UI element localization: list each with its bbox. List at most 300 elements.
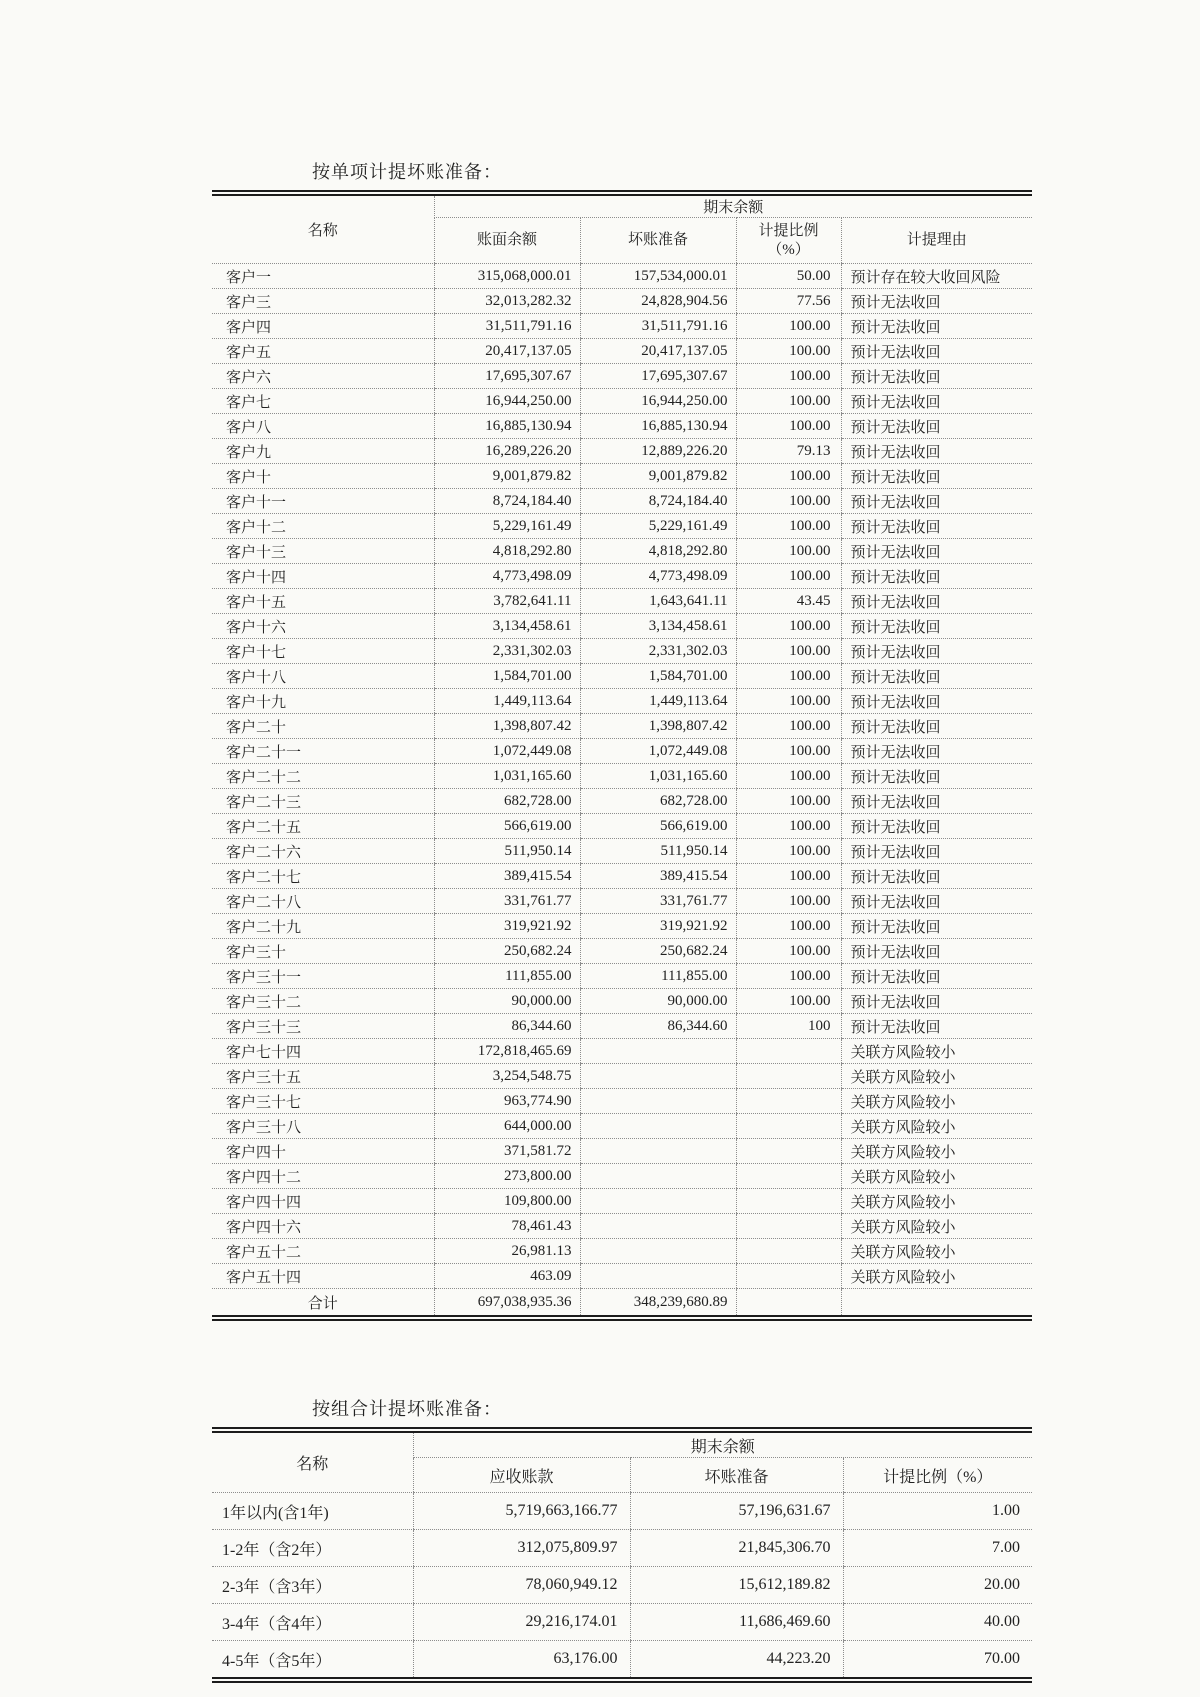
table-row (212, 1139, 1032, 1164)
provision-reason-cell: 关联方风险较小 (841, 1189, 1032, 1214)
bad-debt-provision-cell: 389,415.54 (580, 864, 736, 889)
customer-name-cell: 客户四十六 (212, 1214, 434, 1239)
bad-debt-provision-cell: 86,344.60 (580, 1014, 736, 1039)
book-balance-cell: 16,885,130.94 (434, 414, 580, 439)
provision-reason-cell: 预计无法收回 (841, 564, 1032, 589)
bad-debt-provision-cell: 5,229,161.49 (580, 514, 736, 539)
provision-ratio-cell: 70.00 (843, 1641, 1032, 1681)
book-balance-cell: 90,000.00 (434, 989, 580, 1014)
table-row (212, 1239, 1032, 1264)
provision-ratio-cell: 100.00 (736, 839, 841, 864)
bad-debt-provision-cell: 15,612,189.82 (630, 1567, 843, 1604)
header-book-balance: 账面余额 (434, 218, 580, 264)
provision-reason-cell: 预计无法收回 (841, 739, 1032, 764)
header-name: 名称 (212, 193, 434, 264)
provision-ratio-cell: 100.00 (736, 564, 841, 589)
book-balance-cell: 4,818,292.80 (434, 539, 580, 564)
bad-debt-provision-cell: 111,855.00 (580, 964, 736, 989)
customer-name-cell: 客户十 (212, 464, 434, 489)
book-balance-cell: 86,344.60 (434, 1014, 580, 1039)
customer-name-cell: 客户二十一 (212, 739, 434, 764)
book-balance-cell: 111,855.00 (434, 964, 580, 989)
table-row (212, 514, 1032, 539)
provision-reason-cell: 关联方风险较小 (841, 1264, 1032, 1289)
provision-reason-cell: 关联方风险较小 (841, 1214, 1032, 1239)
provision-ratio-cell: 100.00 (736, 939, 841, 964)
customer-name-cell: 客户二十八 (212, 889, 434, 914)
bad-debt-provision-cell: 44,223.20 (630, 1641, 843, 1681)
accounts-receivable-cell: 312,075,809.97 (413, 1530, 630, 1567)
book-balance-cell: 566,619.00 (434, 814, 580, 839)
provision-reason-cell: 关联方风险较小 (841, 1164, 1032, 1189)
customer-name-cell: 客户十八 (212, 664, 434, 689)
provision-reason-cell: 关联方风险较小 (841, 1114, 1032, 1139)
table-row (212, 714, 1032, 739)
customer-name-cell: 客户四十二 (212, 1164, 434, 1189)
provision-ratio-cell: 20.00 (843, 1567, 1032, 1604)
customer-name-cell: 客户二十九 (212, 914, 434, 939)
table-row (212, 1493, 1032, 1530)
provision-ratio-cell: 100.00 (736, 364, 841, 389)
book-balance-cell: 26,981.13 (434, 1239, 580, 1264)
provision-ratio-cell (736, 1139, 841, 1164)
provision-reason-cell: 预计无法收回 (841, 639, 1032, 664)
table-row (212, 814, 1032, 839)
table-row (212, 1604, 1032, 1641)
customer-name-cell: 客户五十四 (212, 1264, 434, 1289)
provision-ratio-cell: 100.00 (736, 514, 841, 539)
table-row (212, 1064, 1032, 1089)
header-accounts-receivable: 应收账款 (413, 1458, 630, 1493)
book-balance-cell: 1,072,449.08 (434, 739, 580, 764)
header-provision-ratio (736, 218, 841, 264)
customer-name-cell: 客户十二 (212, 514, 434, 539)
provision-reason-cell: 预计无法收回 (841, 839, 1032, 864)
table-row (212, 539, 1032, 564)
table-row (212, 614, 1032, 639)
bad-debt-provision-cell (580, 1089, 736, 1114)
customer-name-cell: 客户二十三 (212, 789, 434, 814)
book-balance-cell: 16,944,250.00 (434, 389, 580, 414)
customer-name-cell: 客户五 (212, 339, 434, 364)
provision-reason-cell: 预计无法收回 (841, 289, 1032, 314)
bad-debt-provision-cell: 2,331,302.03 (580, 639, 736, 664)
customer-name-cell: 客户八 (212, 414, 434, 439)
provision-ratio-cell (736, 1089, 841, 1114)
customer-name-cell: 客户十三 (212, 539, 434, 564)
book-balance-cell: 697,038,935.36 (434, 1289, 580, 1319)
table-row (212, 589, 1032, 614)
table-row (212, 889, 1032, 914)
table-row (212, 1039, 1032, 1064)
provision-ratio-cell: 100.00 (736, 614, 841, 639)
book-balance-cell: 3,782,641.11 (434, 589, 580, 614)
provision-reason-cell: 预计无法收回 (841, 789, 1032, 814)
book-balance-cell: 9,001,879.82 (434, 464, 580, 489)
book-balance-cell: 1,584,701.00 (434, 664, 580, 689)
provision-reason-cell: 预计无法收回 (841, 514, 1032, 539)
table-row (212, 1189, 1032, 1214)
provision-ratio-cell: 77.56 (736, 289, 841, 314)
provision-ratio-cell (736, 1064, 841, 1089)
individual-provision-table (212, 190, 1032, 1321)
provision-ratio-cell: 100.00 (736, 889, 841, 914)
header-bad-debt-provision: 坏账准备 (630, 1458, 843, 1493)
header-provision-reason: 计提理由 (841, 218, 1032, 264)
book-balance-cell: 331,761.77 (434, 889, 580, 914)
bad-debt-provision-cell (580, 1064, 736, 1089)
provision-ratio-cell: 100.00 (736, 339, 841, 364)
header-provision-ratio: 计提比例（%） (843, 1458, 1032, 1493)
provision-reason-cell: 预计无法收回 (841, 814, 1032, 839)
bad-debt-provision-cell (580, 1264, 736, 1289)
provision-reason-cell: 预计无法收回 (841, 539, 1032, 564)
provision-ratio-cell (736, 1114, 841, 1139)
table-row (212, 1567, 1032, 1604)
aging-bucket-cell: 1年以内(含1年) (212, 1493, 413, 1530)
provision-ratio-cell: 50.00 (736, 264, 841, 289)
provision-reason-cell: 预计无法收回 (841, 664, 1032, 689)
customer-name-cell: 客户五十二 (212, 1239, 434, 1264)
customer-name-cell: 客户四十四 (212, 1189, 434, 1214)
bad-debt-provision-cell (580, 1239, 736, 1264)
book-balance-cell: 32,013,282.32 (434, 289, 580, 314)
book-balance-cell: 963,774.90 (434, 1089, 580, 1114)
bad-debt-provision-cell: 17,695,307.67 (580, 364, 736, 389)
bad-debt-provision-cell: 331,761.77 (580, 889, 736, 914)
customer-name-cell: 客户四 (212, 314, 434, 339)
customer-name-cell: 客户十五 (212, 589, 434, 614)
provision-ratio-cell: 100.00 (736, 464, 841, 489)
book-balance-cell: 3,134,458.61 (434, 614, 580, 639)
provision-ratio-cell: 100 (736, 1014, 841, 1039)
provision-reason-cell: 预计无法收回 (841, 414, 1032, 439)
provision-ratio-cell: 79.13 (736, 439, 841, 464)
customer-name-cell: 合计 (212, 1289, 434, 1319)
provision-reason-cell: 预计无法收回 (841, 389, 1032, 414)
book-balance-cell: 8,724,184.40 (434, 489, 580, 514)
customer-name-cell: 客户四十 (212, 1139, 434, 1164)
provision-reason-cell: 预计无法收回 (841, 714, 1032, 739)
table-row (212, 639, 1032, 664)
aging-bucket-cell: 3-4年（含4年） (212, 1604, 413, 1641)
table-body (212, 1493, 1032, 1681)
bad-debt-provision-cell: 12,889,226.20 (580, 439, 736, 464)
bad-debt-provision-cell: 157,534,000.01 (580, 264, 736, 289)
bad-debt-provision-cell: 9,001,879.82 (580, 464, 736, 489)
provision-reason-cell: 预计无法收回 (841, 914, 1032, 939)
table-row (212, 1089, 1032, 1114)
table-row (212, 1214, 1032, 1239)
provision-reason-cell: 预计无法收回 (841, 589, 1032, 614)
bad-debt-provision-cell: 511,950.14 (580, 839, 736, 864)
customer-name-cell: 客户十七 (212, 639, 434, 664)
provision-ratio-cell: 100.00 (736, 789, 841, 814)
provision-ratio-cell (736, 1289, 841, 1319)
bad-debt-provision-cell (580, 1189, 736, 1214)
group-provision-table (212, 1427, 1032, 1683)
customer-name-cell: 客户七 (212, 389, 434, 414)
provision-ratio-cell: 7.00 (843, 1530, 1032, 1567)
provision-reason-cell: 预计无法收回 (841, 614, 1032, 639)
bad-debt-provision-cell: 348,239,680.89 (580, 1289, 736, 1319)
bad-debt-provision-cell (580, 1039, 736, 1064)
header-row-1 (212, 193, 1032, 218)
customer-name-cell: 客户三十五 (212, 1064, 434, 1089)
customer-name-cell: 客户三十二 (212, 989, 434, 1014)
book-balance-cell: 315,068,000.01 (434, 264, 580, 289)
book-balance-cell: 5,229,161.49 (434, 514, 580, 539)
table-row (212, 964, 1032, 989)
bad-debt-provision-cell: 8,724,184.40 (580, 489, 736, 514)
provision-ratio-cell (736, 1039, 841, 1064)
table-header (212, 1430, 1032, 1493)
book-balance-cell: 20,417,137.05 (434, 339, 580, 364)
provision-reason-cell: 预计无法收回 (841, 464, 1032, 489)
bad-debt-provision-cell: 57,196,631.67 (630, 1493, 843, 1530)
book-balance-cell: 250,682.24 (434, 939, 580, 964)
table-row (212, 1164, 1032, 1189)
bad-debt-provision-cell: 682,728.00 (580, 789, 736, 814)
bad-debt-provision-cell (580, 1164, 736, 1189)
table-row (212, 414, 1032, 439)
bad-debt-provision-cell (580, 1114, 736, 1139)
provision-ratio-cell: 100.00 (736, 814, 841, 839)
table-row (212, 839, 1032, 864)
book-balance-cell: 682,728.00 (434, 789, 580, 814)
table-row (212, 764, 1032, 789)
book-balance-cell: 371,581.72 (434, 1139, 580, 1164)
customer-name-cell: 客户三 (212, 289, 434, 314)
bad-debt-provision-cell: 1,072,449.08 (580, 739, 736, 764)
bad-debt-provision-cell: 3,134,458.61 (580, 614, 736, 639)
customer-name-cell: 客户十四 (212, 564, 434, 589)
bad-debt-provision-cell: 20,417,137.05 (580, 339, 736, 364)
header-row-1 (212, 1430, 1032, 1458)
book-balance-cell: 16,289,226.20 (434, 439, 580, 464)
provision-ratio-cell: 100.00 (736, 639, 841, 664)
provision-reason-cell: 关联方风险较小 (841, 1139, 1032, 1164)
header-provision-ratio-line1: 计提比例 (758, 222, 819, 239)
provision-reason-cell: 关联方风险较小 (841, 1089, 1032, 1114)
customer-name-cell: 客户十九 (212, 689, 434, 714)
header-period-end-balance: 期末余额 (413, 1430, 1032, 1458)
provision-reason-cell: 预计无法收回 (841, 764, 1032, 789)
table-row (212, 339, 1032, 364)
book-balance-cell: 4,773,498.09 (434, 564, 580, 589)
provision-reason-cell: 预计无法收回 (841, 314, 1032, 339)
bad-debt-provision-cell: 16,885,130.94 (580, 414, 736, 439)
table-row (212, 1264, 1032, 1289)
provision-reason-cell: 预计无法收回 (841, 339, 1032, 364)
bad-debt-provision-cell: 11,686,469.60 (630, 1604, 843, 1641)
table-row (212, 739, 1032, 764)
table-row (212, 789, 1032, 814)
bad-debt-provision-cell: 16,944,250.00 (580, 389, 736, 414)
customer-name-cell: 客户七十四 (212, 1039, 434, 1064)
bad-debt-provision-cell (580, 1139, 736, 1164)
accounts-receivable-cell: 29,216,174.01 (413, 1604, 630, 1641)
book-balance-cell: 109,800.00 (434, 1189, 580, 1214)
customer-name-cell: 客户三十七 (212, 1089, 434, 1114)
table-row (212, 1530, 1032, 1567)
provision-ratio-cell (736, 1264, 841, 1289)
customer-name-cell: 客户十六 (212, 614, 434, 639)
bad-debt-provision-cell: 1,643,641.11 (580, 589, 736, 614)
provision-reason-cell: 预计无法收回 (841, 1014, 1032, 1039)
book-balance-cell: 3,254,548.75 (434, 1064, 580, 1089)
provision-reason-cell: 预计无法收回 (841, 964, 1032, 989)
customer-name-cell: 客户六 (212, 364, 434, 389)
provision-reason-cell (841, 1289, 1032, 1319)
book-balance-cell: 511,950.14 (434, 839, 580, 864)
provision-reason-cell: 关联方风险较小 (841, 1239, 1032, 1264)
bad-debt-provision-cell: 1,398,807.42 (580, 714, 736, 739)
header-provision-ratio-line2: （%） (767, 241, 810, 258)
provision-reason-cell: 预计无法收回 (841, 489, 1032, 514)
table-row (212, 289, 1032, 314)
provision-ratio-cell (736, 1239, 841, 1264)
provision-ratio-cell: 100.00 (736, 864, 841, 889)
book-balance-cell: 1,398,807.42 (434, 714, 580, 739)
provision-reason-cell: 预计无法收回 (841, 989, 1032, 1014)
customer-name-cell: 客户二十二 (212, 764, 434, 789)
book-balance-cell: 319,921.92 (434, 914, 580, 939)
header-bad-debt-provision: 坏账准备 (580, 218, 736, 264)
accounts-receivable-cell: 63,176.00 (413, 1641, 630, 1681)
bad-debt-provision-cell: 90,000.00 (580, 989, 736, 1014)
header-name: 名称 (212, 1430, 413, 1493)
book-balance-cell: 644,000.00 (434, 1114, 580, 1139)
book-balance-cell: 2,331,302.03 (434, 639, 580, 664)
bad-debt-provision-cell: 4,818,292.80 (580, 539, 736, 564)
table-row (212, 439, 1032, 464)
table-row (212, 1114, 1032, 1139)
customer-name-cell: 客户三十一 (212, 964, 434, 989)
book-balance-cell: 1,031,165.60 (434, 764, 580, 789)
provision-reason-cell: 关联方风险较小 (841, 1039, 1032, 1064)
book-balance-cell: 78,461.43 (434, 1214, 580, 1239)
customer-name-cell: 客户二十 (212, 714, 434, 739)
customer-name-cell: 客户十一 (212, 489, 434, 514)
bad-debt-provision-cell: 1,584,701.00 (580, 664, 736, 689)
bad-debt-provision-cell: 31,511,791.16 (580, 314, 736, 339)
table-row (212, 314, 1032, 339)
bad-debt-provision-cell: 1,031,165.60 (580, 764, 736, 789)
provision-reason-cell: 关联方风险较小 (841, 1064, 1032, 1089)
header-period-end-balance: 期末余额 (434, 193, 1032, 218)
provision-reason-cell: 预计无法收回 (841, 864, 1032, 889)
provision-ratio-cell: 100.00 (736, 689, 841, 714)
group-provision-title: 按组合计提坏账准备： (312, 1399, 502, 1419)
aging-bucket-cell: 4-5年（含5年） (212, 1641, 413, 1681)
provision-ratio-cell: 43.45 (736, 589, 841, 614)
provision-ratio-cell: 100.00 (736, 914, 841, 939)
provision-ratio-cell: 1.00 (843, 1493, 1032, 1530)
customer-name-cell: 客户九 (212, 439, 434, 464)
provision-reason-cell: 预计无法收回 (841, 439, 1032, 464)
table-row (212, 1014, 1032, 1039)
bad-debt-provision-cell: 4,773,498.09 (580, 564, 736, 589)
customer-name-cell: 客户二十五 (212, 814, 434, 839)
customer-name-cell: 客户一 (212, 264, 434, 289)
provision-ratio-cell: 100.00 (736, 989, 841, 1014)
table-row (212, 1641, 1032, 1681)
book-balance-cell: 389,415.54 (434, 864, 580, 889)
book-balance-cell: 1,449,113.64 (434, 689, 580, 714)
bad-debt-provision-cell: 250,682.24 (580, 939, 736, 964)
table-row (212, 664, 1032, 689)
table-row (212, 364, 1032, 389)
book-balance-cell: 172,818,465.69 (434, 1039, 580, 1064)
table-row (212, 939, 1032, 964)
provision-reason-cell: 预计无法收回 (841, 689, 1032, 714)
provision-reason-cell: 预计无法收回 (841, 364, 1032, 389)
provision-ratio-cell: 100.00 (736, 664, 841, 689)
bad-debt-provision-cell: 24,828,904.56 (580, 289, 736, 314)
bad-debt-provision-cell: 21,845,306.70 (630, 1530, 843, 1567)
table-row (212, 989, 1032, 1014)
total-row (212, 1289, 1032, 1319)
table-row (212, 689, 1032, 714)
book-balance-cell: 273,800.00 (434, 1164, 580, 1189)
provision-ratio-cell: 100.00 (736, 764, 841, 789)
table-row (212, 264, 1032, 289)
table-body (212, 264, 1032, 1319)
provision-reason-cell: 预计无法收回 (841, 939, 1032, 964)
customer-name-cell: 客户二十六 (212, 839, 434, 864)
provision-ratio-cell: 100.00 (736, 389, 841, 414)
book-balance-cell: 17,695,307.67 (434, 364, 580, 389)
table-row (212, 489, 1032, 514)
bad-debt-provision-cell: 319,921.92 (580, 914, 736, 939)
customer-name-cell: 客户三十 (212, 939, 434, 964)
provision-ratio-cell (736, 1214, 841, 1239)
table-row (212, 464, 1032, 489)
individual-provision-title: 按单项计提坏账准备： (312, 162, 502, 182)
provision-ratio-cell (736, 1189, 841, 1214)
provision-ratio-cell: 100.00 (736, 964, 841, 989)
customer-name-cell: 客户二十七 (212, 864, 434, 889)
book-balance-cell: 31,511,791.16 (434, 314, 580, 339)
accounts-receivable-cell: 78,060,949.12 (413, 1567, 630, 1604)
accounts-receivable-cell: 5,719,663,166.77 (413, 1493, 630, 1530)
provision-ratio-cell: 100.00 (736, 489, 841, 514)
table-row (212, 864, 1032, 889)
table-row (212, 564, 1032, 589)
table-row (212, 914, 1032, 939)
bad-debt-provision-cell (580, 1214, 736, 1239)
aging-bucket-cell: 1-2年（含2年） (212, 1530, 413, 1567)
provision-ratio-cell: 100.00 (736, 539, 841, 564)
aging-bucket-cell: 2-3年（含3年） (212, 1567, 413, 1604)
customer-name-cell: 客户三十八 (212, 1114, 434, 1139)
provision-ratio-cell: 40.00 (843, 1604, 1032, 1641)
provision-ratio-cell: 100.00 (736, 414, 841, 439)
provision-reason-cell: 预计存在较大收回风险 (841, 264, 1032, 289)
provision-ratio-cell: 100.00 (736, 314, 841, 339)
provision-ratio-cell (736, 1164, 841, 1189)
bad-debt-provision-cell: 1,449,113.64 (580, 689, 736, 714)
provision-ratio-cell: 100.00 (736, 739, 841, 764)
table-header (212, 193, 1032, 264)
customer-name-cell: 客户三十三 (212, 1014, 434, 1039)
bad-debt-provision-cell: 566,619.00 (580, 814, 736, 839)
provision-ratio-cell: 100.00 (736, 714, 841, 739)
provision-reason-cell: 预计无法收回 (841, 889, 1032, 914)
book-balance-cell: 463.09 (434, 1264, 580, 1289)
table-row (212, 389, 1032, 414)
